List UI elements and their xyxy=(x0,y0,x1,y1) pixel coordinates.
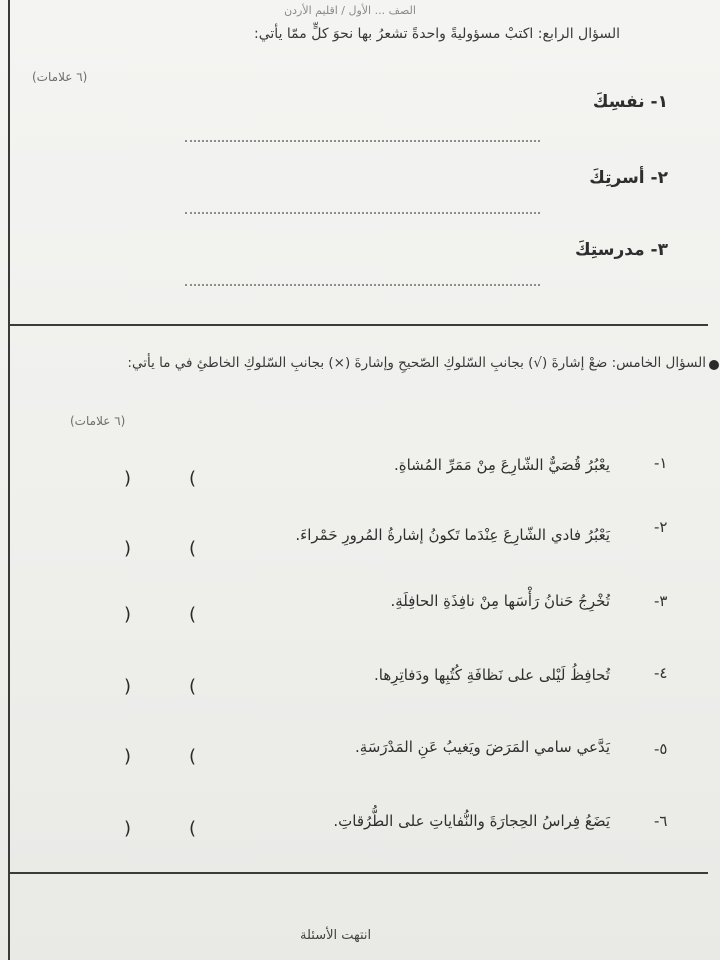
q5-item-2-number: -٢ xyxy=(654,518,668,536)
q4-item-2-label: ٢- أسرتِكَ xyxy=(589,168,668,188)
q5-item-4-number: -٤ xyxy=(654,664,668,682)
q4-item-3-answer-line[interactable] xyxy=(185,284,540,286)
q5-item-4-answer-box[interactable] xyxy=(124,676,196,697)
q4-item-1-label: ١- نفسِكَ xyxy=(592,92,668,112)
q5-item-4-text: تُحافِظُ لَيْلى على نَظافَةِ كُتُبِها ودَفاتِرِها. xyxy=(374,666,610,684)
q5-item-3-text: تُخْرِجُ حَنانُ رَأْسَها مِنْ نافِذَةِ الحافِلَةِ. xyxy=(390,592,610,610)
q5-item-5-number: -٥ xyxy=(654,740,668,758)
q5-item-6-answer-box[interactable] xyxy=(124,818,196,839)
q5-item-6-text: يَضَعُ فِراسُ الحِجارَةَ والنُّفاياتِ على الطُّرُقاتِ. xyxy=(333,812,610,830)
paren-close: ) xyxy=(124,818,132,839)
q4-item-2-answer-line[interactable] xyxy=(185,212,540,214)
section-divider xyxy=(8,324,708,326)
q5-item-1-text: يعْبُرُ قُصَيٌّ الشّارِعَ مِنْ مَمَرِّ المُشاةِ. xyxy=(393,456,610,474)
paren-open: ( xyxy=(189,746,197,767)
q5-marks: (٦ علامات) xyxy=(70,414,126,428)
paren-open: ( xyxy=(189,468,197,489)
q5-item-5-text: يَدَّعي سامي المَرَضَ ويَغيبُ عَنِ المَدْرَسَةِ. xyxy=(354,738,610,756)
q5-item-1-number: -١ xyxy=(654,454,668,472)
q5-item-1-answer-box[interactable] xyxy=(124,468,196,489)
q4-item-1-answer-line[interactable] xyxy=(185,140,540,142)
page-margin-rule xyxy=(8,0,10,960)
end-of-questions: انتهت الأسئلة xyxy=(300,928,372,943)
bullet-icon xyxy=(709,360,719,370)
paren-close: ) xyxy=(124,538,132,559)
q4-title: السؤال الرابع: اكتبْ مسؤوليةً واحدةً تشعرُ بها نحوَ كلٍّ ممّا يأتي: xyxy=(254,26,620,42)
paren-close: ) xyxy=(124,746,132,767)
q5-item-6-number: -٦ xyxy=(654,812,668,830)
q4-item-3-label: ٣- مدرستِكَ xyxy=(575,240,668,260)
paren-open: ( xyxy=(189,818,197,839)
bottom-divider xyxy=(8,872,708,874)
paren-close: ) xyxy=(124,604,132,625)
q5-item-2-answer-box[interactable] xyxy=(124,538,196,559)
paren-open: ( xyxy=(189,604,197,625)
q5-item-3-number: -٣ xyxy=(654,592,668,610)
paren-close: ) xyxy=(124,468,132,489)
paren-open: ( xyxy=(189,676,197,697)
q5-item-5-answer-box[interactable] xyxy=(124,746,196,767)
q5-item-2-text: يَعْبُرُ فادي الشّارِعَ عِنْدَما تَكونُ إشارةُ المُرورِ حَمْراءَ. xyxy=(295,526,610,544)
paren-open: ( xyxy=(189,538,197,559)
q5-title: السؤال الخامس: ضعْ إشارةَ (√) بجانبِ السّلوكِ الصّحيحِ وإشارةَ (×) بجانبِ السّلوكِ الخاطئِ في ما يأتي: xyxy=(127,355,706,371)
paren-close: ) xyxy=(124,676,132,697)
top-header-text: الصف ... الأول / اقليم الأردن xyxy=(284,4,416,17)
q5-item-3-answer-box[interactable] xyxy=(124,604,196,625)
q4-marks: (٦ علامات) xyxy=(32,70,88,84)
